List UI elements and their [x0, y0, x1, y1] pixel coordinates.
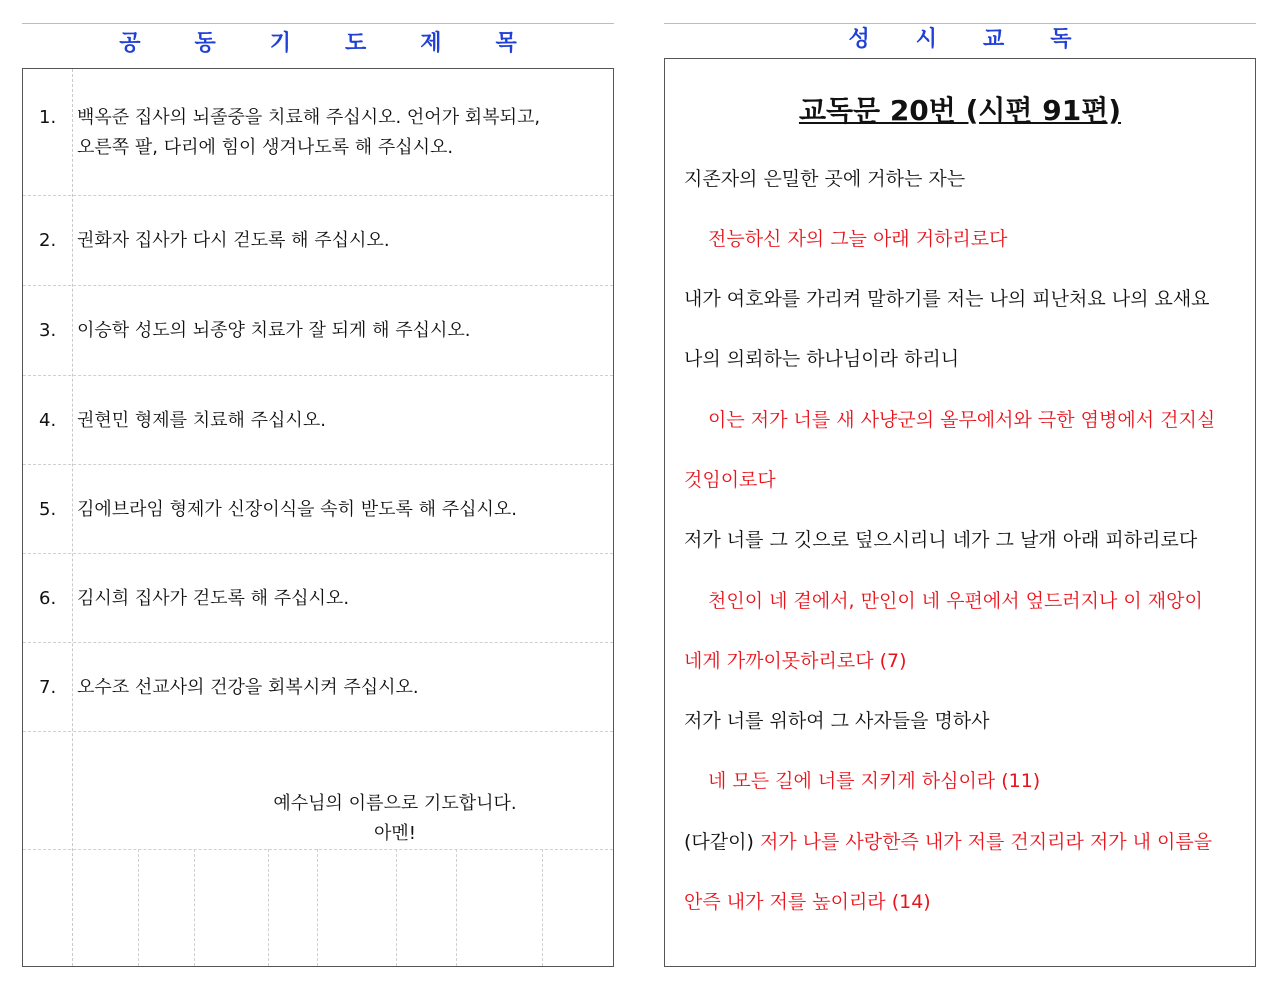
congregation-line: 이는 저가 너를 새 사냥군의 올무에서와 극한 염병에서 건지실	[708, 409, 1216, 431]
grid-line	[194, 849, 195, 966]
prayer-item	[23, 196, 613, 286]
congregation-line: 전능하신 자의 그늘 아래 거하리로다	[708, 228, 1008, 250]
grid-line	[268, 849, 269, 966]
prayer-item	[23, 554, 613, 643]
prayer-item	[23, 465, 613, 554]
prayer-item-text: 이승학 성도의 뇌종양 치료가 잘 되게 해 주십시오.	[77, 320, 471, 341]
prayer-item-number: 5.	[39, 499, 57, 520]
leader-line: 나의 의뢰하는 하나님이라 하리니	[684, 348, 960, 370]
prayer-item-text: 권화자 집사가 다시 걷도록 해 주십시오.	[77, 230, 390, 251]
grid-line	[23, 849, 613, 850]
leader-line: 저가 너를 그 깃으로 덮으시리니 네가 그 날개 아래 피하리로다	[684, 529, 1198, 551]
empty-grid	[23, 849, 613, 966]
prayer-item-number: 4.	[39, 410, 57, 431]
prayer-item-text: 김시희 집사가 걷도록 해 주십시오.	[77, 588, 350, 609]
prayer-item-text	[77, 103, 593, 163]
prayer-list-box	[22, 68, 614, 967]
prayer-item-number: 7.	[39, 677, 57, 698]
closing-amen: 아멘!	[374, 823, 416, 844]
grid-line	[456, 849, 457, 966]
congregation-line: 천인이 네 곁에서, 만인이 네 우편에서 엎드러지나 이 재앙이	[708, 590, 1203, 612]
reading-title: 교독문 20번 (시편 91편)	[798, 94, 1122, 127]
unison-text: 저가 나를 사랑한즉 내가 저를 건지리라 저가 내 이름을	[759, 831, 1213, 853]
prayer-item	[23, 376, 613, 465]
heading-char: 성	[848, 27, 870, 52]
unison-line: 안즉 내가 저를 높이리라 (14)	[684, 891, 931, 913]
leader-line: 내가 여호와를 가리켜 말하기를 저는 나의 피난처요 나의 요새요	[684, 288, 1210, 310]
grid-line	[542, 849, 543, 966]
leader-line: 저가 너를 위하여 그 사자들을 명하사	[684, 710, 990, 732]
heading-char: 독	[1050, 27, 1072, 52]
prayer-item-number: 2.	[39, 230, 57, 251]
prayer-item-number: 3.	[39, 320, 57, 341]
responsive-reading-heading	[664, 23, 1256, 58]
heading-char: 제	[420, 31, 442, 56]
prayer-item	[23, 643, 613, 732]
prayer-item	[23, 286, 613, 376]
grid-line	[138, 849, 139, 966]
prayer-item-text-line: 오른쪽 팔, 다리에 힘이 생겨나도록 해 주십시오.	[77, 137, 454, 158]
prayer-topics-heading	[22, 23, 614, 64]
heading-char: 공	[119, 31, 141, 56]
heading-char: 도	[345, 31, 367, 56]
heading-char: 교	[983, 27, 1005, 52]
prayer-item-number: 1.	[39, 107, 57, 128]
heading-char: 기	[269, 31, 291, 56]
congregation-line: 네게 가까이못하리로다 (7)	[684, 650, 907, 672]
prayer-item-number: 6.	[39, 588, 57, 609]
congregation-line: 것임이로다	[684, 469, 776, 491]
prayer-item-text: 김에브라임 형제가 신장이식을 속히 받도록 해 주십시오.	[77, 499, 517, 520]
responsive-reading-box	[664, 58, 1256, 967]
heading-char: 동	[194, 31, 216, 56]
closing-prayer	[23, 789, 613, 849]
heading-char: 목	[495, 31, 517, 56]
prayer-item-text: 권현민 형제를 치료해 주십시오.	[77, 410, 326, 431]
heading-char: 시	[915, 27, 937, 52]
closing-line: 예수님의 이름으로 기도합니다.	[273, 793, 517, 814]
prayer-item	[23, 69, 613, 196]
grid-line	[396, 849, 397, 966]
prayer-item-text-line: 백옥준 집사의 뇌졸중을 치료해 주십시오. 언어가 회복되고,	[77, 107, 541, 128]
unison-prefix: (다같이)	[684, 831, 760, 853]
congregation-line: 네 모든 길에 너를 지키게 하심이라 (11)	[708, 770, 1041, 792]
leader-line: 지존자의 은밀한 곳에 거하는 자는	[684, 168, 966, 190]
prayer-item-text: 오수조 선교사의 건강을 회복시켜 주십시오.	[77, 677, 419, 698]
grid-line	[317, 849, 318, 966]
unison-line	[684, 828, 1249, 856]
